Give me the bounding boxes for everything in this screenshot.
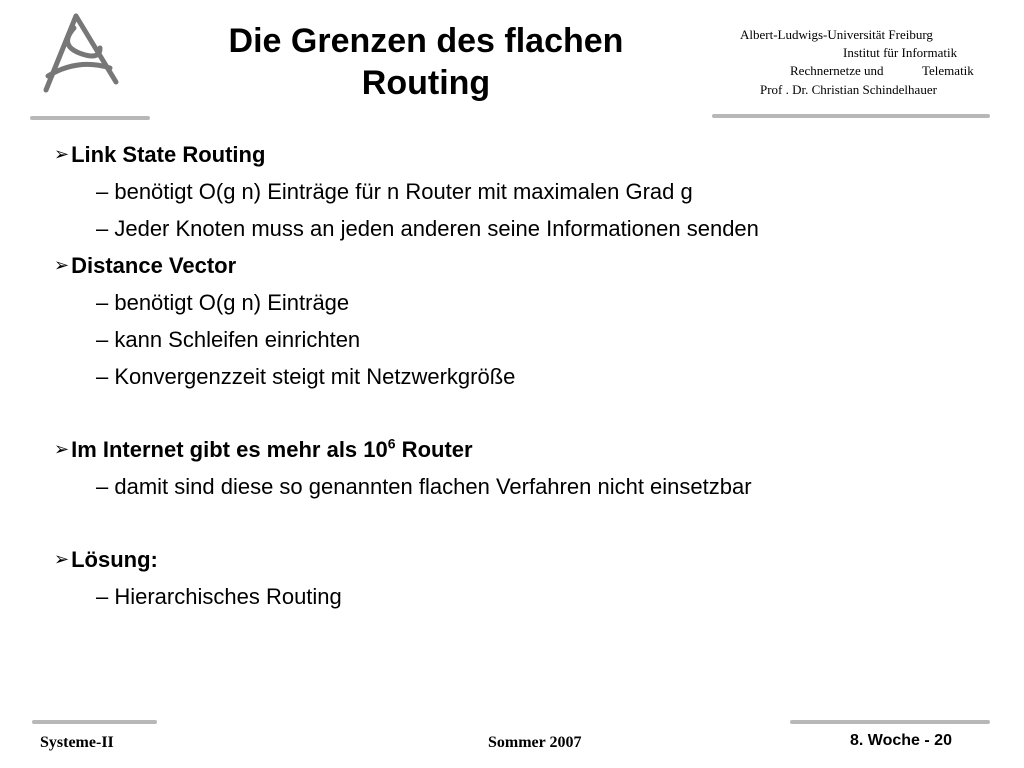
footer-rule-right bbox=[790, 720, 990, 724]
sub-bullet: – Konvergenzzeit steigt mit Netzwerkgröße bbox=[96, 364, 516, 389]
bullet-solution bbox=[54, 541, 994, 578]
footer-course: Systeme-II bbox=[40, 734, 114, 751]
bullet-link-state bbox=[54, 136, 994, 173]
bullet-distance-vector bbox=[54, 247, 994, 284]
chair-name-part2: Telematik bbox=[922, 63, 974, 78]
bullet-heading: Lösung: bbox=[71, 547, 158, 572]
header-rule-right bbox=[712, 114, 990, 118]
sub-bullet: – kann Schleifen einrichten bbox=[96, 327, 361, 352]
bullet-heading: Im Internet gibt es mehr als $10^6$ Router bbox=[71, 435, 473, 462]
chair-name-part1: Rechnernetze und bbox=[790, 63, 884, 78]
sub-bullet: – damit sind diese so genannten flachen Verfahren nicht einsetzbar bbox=[96, 474, 752, 499]
title-line-2: Routing bbox=[361, 64, 491, 102]
arrow-bullet-icon: ➢ bbox=[54, 439, 70, 460]
slide-title bbox=[170, 20, 682, 104]
footer-page-number: 8. Woche - 20 bbox=[850, 732, 952, 749]
sub-bullet: – benötigt O(g n) Einträge bbox=[96, 290, 350, 315]
university-logo bbox=[28, 10, 128, 100]
arrow-bullet-icon: ➢ bbox=[54, 549, 70, 570]
arrow-bullet-icon: ➢ bbox=[54, 255, 70, 276]
bullet-heading: Distance Vector bbox=[71, 253, 237, 278]
professor-name: Prof . Dr. Christian Schindelhauer bbox=[760, 82, 937, 97]
footer-rule-left bbox=[32, 720, 157, 724]
sub-bullet: – Jeder Knoten muss an jeden anderen seine Informationen senden bbox=[96, 216, 759, 241]
arrow-bullet-icon: ➢ bbox=[54, 144, 70, 165]
sub-bullet: – benötigt O(g n) Einträge für n Router mit maximalen Grad g bbox=[96, 179, 693, 204]
header-rule-left bbox=[30, 116, 150, 120]
bullet-heading: Link State Routing bbox=[71, 142, 266, 167]
institute-name: Institut für Informatik bbox=[843, 45, 958, 60]
slide-content bbox=[54, 136, 994, 615]
sub-bullet: – Hierarchisches Routing bbox=[96, 584, 342, 609]
bullet-internet bbox=[54, 431, 994, 468]
university-name: Albert-Ludwigs-Universität Freiburg bbox=[740, 27, 933, 42]
footer-semester: Sommer 2007 bbox=[488, 734, 582, 751]
title-line-1: Die Grenzen des flachen bbox=[228, 22, 624, 60]
